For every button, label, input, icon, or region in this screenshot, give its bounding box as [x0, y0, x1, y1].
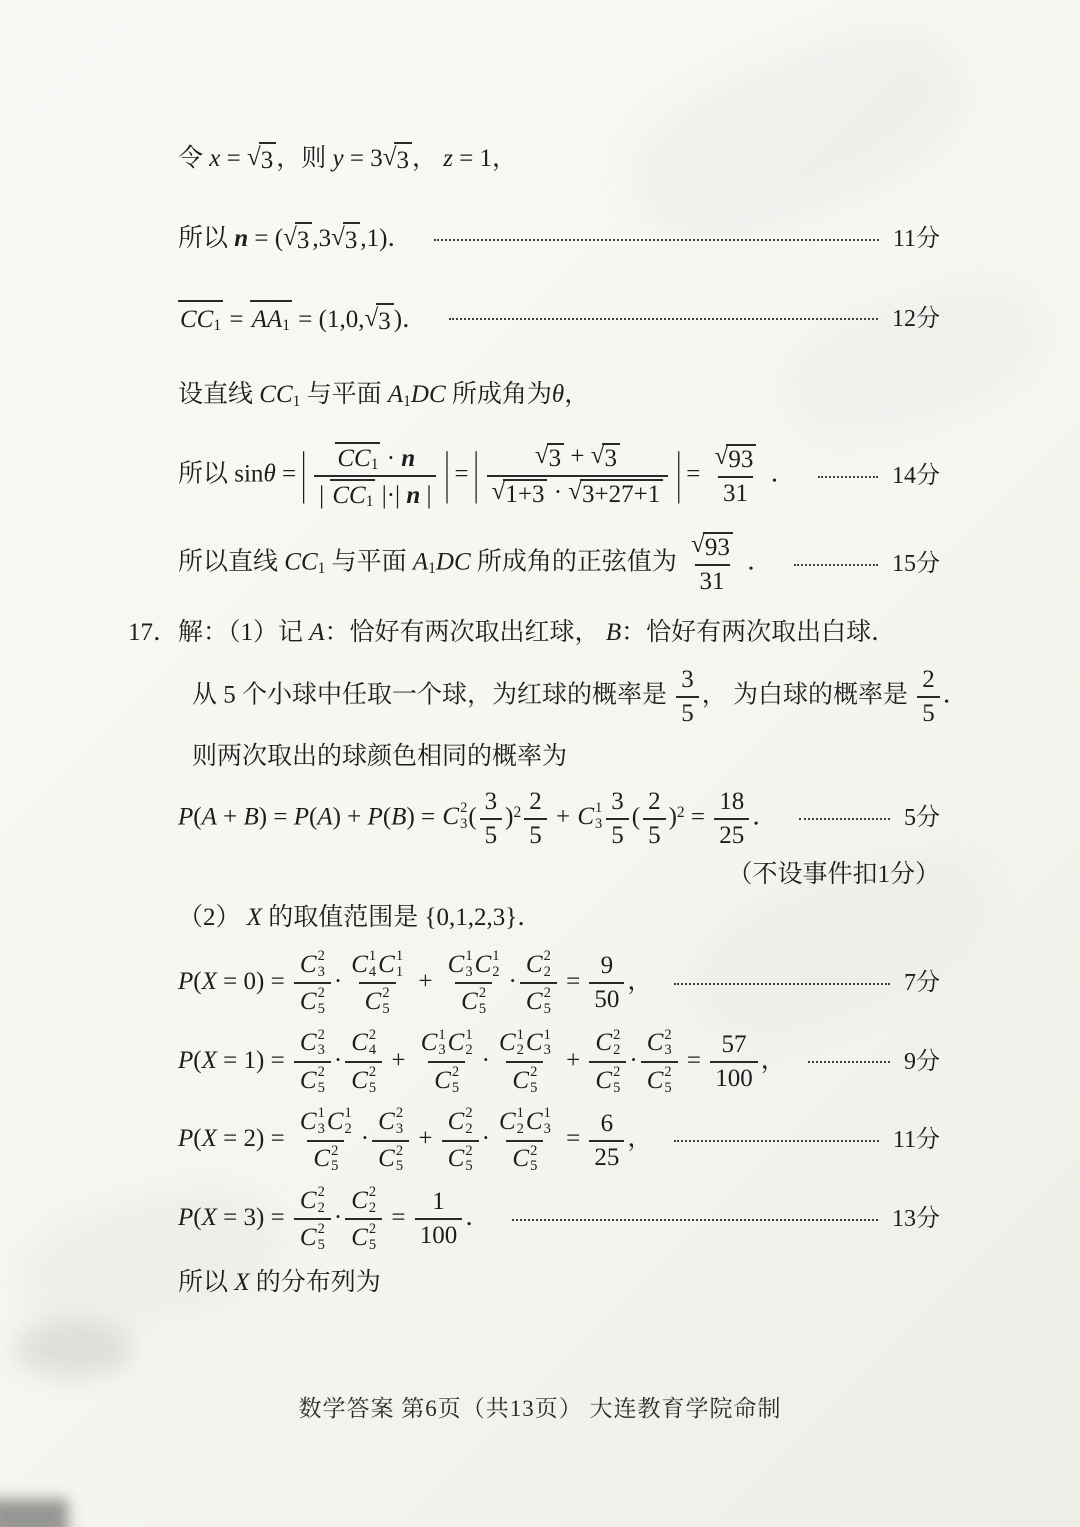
dotted-leader [808, 1060, 890, 1063]
vector-overline: AA1 [250, 300, 292, 337]
tall-bar: | [473, 442, 479, 505]
combination-symbol: C 2 5 [512, 1063, 538, 1096]
fraction [415, 1028, 479, 1097]
fraction [345, 949, 409, 1018]
score-mark: 15分 [892, 550, 940, 577]
line-p-x-2-text: P(X = 2) = C 1 3 C 1 2 C 2 5 · C 2 3 C 2 5 + C 2 2 C 2 5 · C 1 2 C 1 3 C 2 5 = $\frac{6}{25}$ ， [178, 1105, 653, 1175]
sqrt-radical: √ 3 [535, 443, 564, 473]
dotted-leader [799, 817, 890, 820]
line-p-x-0 [178, 949, 940, 1018]
fraction [372, 1106, 409, 1175]
fraction [493, 1106, 557, 1175]
line-p-x-2 [178, 1106, 940, 1175]
line-deduction-note-text: （不设事件扣1分） [727, 860, 940, 888]
vector-overline: CC1 [178, 300, 223, 337]
combination-symbol: C 2 5 [299, 985, 325, 1017]
line-assign-xyz-text: 令 x = √ 3 ，则 y = 3 √ 3 ， z = 1， [178, 142, 517, 178]
combination-symbol: C 1 2 [474, 948, 500, 980]
line-cc1-equals-aa1 [178, 300, 940, 339]
sqrt-radical: √ 3 [283, 222, 312, 258]
fraction [589, 1028, 626, 1097]
line-p-x-3 [178, 1185, 940, 1254]
fraction: √ 93 31 [710, 444, 762, 508]
line-part2-range-text: （2） X 的取值范围是 {0,1,2,3}． [178, 904, 543, 932]
fraction: $\frac{CC1 \cdot n}{| CC1 |\cdot| n |}$ [314, 442, 436, 510]
score-mark: 7分 [904, 970, 940, 997]
score-mark: 5分 [904, 805, 940, 832]
line-same-color-intro-text: 则两次取出的球颜色相同的概率为 [192, 742, 568, 770]
combination-symbol: C 1 2 [447, 1026, 473, 1059]
line-part2-range [178, 901, 940, 935]
score-mark: 13分 [892, 1205, 940, 1232]
sqrt-radical: √ 3 [383, 142, 412, 178]
line-sin-theta [178, 442, 940, 510]
combination-symbol: C 2 3 [378, 1105, 404, 1137]
fraction [442, 1106, 479, 1175]
combination-symbol: C 1 2 [326, 1105, 352, 1137]
combination-symbol: C 2 4 [351, 1026, 377, 1059]
radical-sign: √ [491, 478, 506, 505]
sqrt-radical: √ 3 [247, 142, 276, 178]
dotted-leader [434, 238, 878, 241]
vector-overline: CC1 [330, 479, 375, 510]
dotted-leader [794, 563, 878, 566]
sqrt-radical: √ 3+27+1 [568, 479, 663, 509]
score-mark: 14分 [892, 462, 940, 489]
dotted-leader [512, 1218, 878, 1221]
radical-sign: √ [246, 144, 261, 171]
combination-symbol: C 1 3 [525, 1026, 551, 1059]
tall-bar: | [676, 442, 682, 505]
combination-symbol: C 1 3 [525, 1105, 551, 1137]
radical-sign: √ [364, 304, 379, 332]
combination-symbol: C 2 5 [351, 1221, 377, 1253]
tall-bar: | [301, 442, 307, 505]
line-p-a-plus-b [178, 788, 940, 850]
radical-sign: √ [691, 531, 705, 558]
combination-symbol: C 1 2 [498, 1105, 524, 1137]
combination-symbol: C 2 3 [646, 1026, 672, 1059]
combination-symbol: C 2 5 [378, 1142, 404, 1175]
fraction: $\frac{2}{5}$ [917, 666, 940, 728]
fraction: $\frac{6}{25}$ [589, 1110, 624, 1172]
line-sin-theta-text: 所以 sinθ = | $\frac{CC1 \cdot n}{| CC1 |\cdot| n |}$ | = | √ 3 + √ 3 √ 1+3 · √ 3+27+1 | = √ 93 31 ． [178, 442, 796, 510]
line-sine-conclusion [178, 532, 940, 596]
line-p-x-0-text: P(X = 0) = C 2 3 C 2 5 · C 1 4 C 1 1 C 2 5 + C 1 3 C 1 2 C 2 5 · C 2 2 C 2 5 = $\frac{9}{50}$ ， [178, 948, 653, 1017]
fraction: $\frac{2}{5}$ [643, 788, 666, 850]
score-mark: 11分 [892, 1127, 940, 1154]
dotted-leader [674, 982, 890, 985]
fraction [493, 1028, 557, 1097]
radical-sign: √ [568, 478, 583, 505]
line-p-x-3-text: P(X = 3) = C 2 2 C 2 5 · C 2 2 C 2 5 = $\frac{1}{100}$ ． [178, 1183, 491, 1253]
fraction [294, 949, 331, 1018]
fraction: √ 3 + √ 3 √ 1+3 · √ 3+27+1 [487, 443, 669, 509]
combination-symbol: C 1 2 [498, 1026, 524, 1059]
combination-symbol: C 2 5 [461, 985, 487, 1017]
combination-symbol: C 2 5 [646, 1063, 672, 1096]
line-assign-xyz [178, 142, 940, 178]
combination-symbol: C 2 3 [299, 948, 325, 980]
page-footer: 数学答案 第6页（共13页） 大连教育学院命制 [298, 1396, 782, 1421]
line-single-draw-prob-text: 从 5 个小球中任取一个球，为红球的概率是 $\frac{3}{5}$ ， 为白球的概率是 $\frac{2}{5}$ ． [192, 665, 968, 727]
dotted-leader [674, 1139, 878, 1142]
sqrt-radical: √ 3 [364, 303, 393, 339]
fraction: $\frac{3}{5}$ [606, 788, 629, 850]
line-q17-part1-text: 17．解：（1）记 A：恰好有两次取出红球， B：恰好有两次取出白球． [128, 619, 897, 646]
combination-symbol: C 2 2 [351, 1183, 377, 1216]
line-normal-vector-text: 所以 n = ( √ 3 ,3 √ 3 ,1)． [178, 222, 412, 258]
combination-symbol: C 2 5 [525, 985, 551, 1017]
sqrt-radical: √ 3 [591, 443, 620, 473]
fraction: $\frac{18}{25}$ [714, 788, 749, 850]
fraction [294, 1028, 331, 1097]
radical-sign: √ [382, 144, 397, 171]
score-mark: 9分 [904, 1048, 940, 1075]
line-normal-vector [178, 222, 940, 258]
combination-symbol: C 2 5 [313, 1142, 339, 1175]
line-angle-setup [178, 378, 940, 412]
sqrt-radical: √ 93 [691, 532, 733, 562]
line-single-draw-prob [192, 665, 968, 728]
fraction: $\frac{3}{5}$ [480, 788, 503, 850]
combination-symbol: C 2 5 [512, 1142, 538, 1175]
tall-bar: | [444, 442, 450, 505]
vector-overline: CC1 [335, 442, 380, 473]
content [128, 142, 968, 1299]
combination-symbol: C 1 3 [299, 1105, 325, 1137]
fraction [345, 1028, 382, 1097]
line-p-a-plus-b-text: P(A + B) = P(A) + P(B) = C 2 3 ( $\frac{3}{5}$ )$^2$ $\frac{2}{5}$ + C 1 3 $\frac{3}{5}$ ( $\frac{2}{5}$ )$^2$ = $\frac{18}{25}$ ． [178, 787, 778, 849]
sqrt-radical: √ 3 [331, 222, 360, 258]
fraction: $\frac{2}{5}$ [524, 788, 547, 850]
dotted-leader [818, 475, 878, 478]
combination-symbol: C 2 5 [351, 1063, 377, 1096]
scan-artifact [14, 1321, 134, 1377]
fraction: $\frac{1}{100}$ [415, 1188, 463, 1250]
score-mark: 11分 [892, 226, 940, 253]
combination-symbol: C 2 2 [595, 1026, 621, 1059]
line-distribution-intro [178, 1266, 940, 1300]
combination-symbol: C 2 5 [364, 985, 390, 1017]
combination-symbol: C 1 3 [420, 1026, 446, 1059]
fraction: $\frac{57}{100}$ [710, 1031, 758, 1093]
line-angle-setup-text: 设直线 CC1 与平面 A1DC 所成角为θ， [178, 381, 590, 410]
fraction: √ 93 31 [686, 532, 738, 596]
score-mark: 12分 [892, 305, 940, 332]
combination-symbol: C 2 2 [299, 1183, 325, 1216]
fraction [520, 949, 557, 1018]
line-sine-conclusion-text: 所以直线 CC1 与平面 A1DC 所成角的正弦值为 √ 93 31 ． [178, 531, 773, 595]
scan-artifact [0, 1499, 68, 1527]
line-p-x-1-text: P(X = 1) = C 2 3 C 2 5 · C 2 4 C 2 5 + C 1 3 C 1 2 C 2 5 · C 1 2 C 1 3 C 2 5 + C 2 2 C 2 5 · C 2 3 C 2 5 = $\frac{57}{100}$ ， [178, 1026, 786, 1096]
combination-symbol: C 1 3 [577, 800, 603, 833]
radical-sign: √ [534, 442, 549, 469]
combination-symbol: C 2 5 [595, 1063, 621, 1096]
combination-symbol: C 1 1 [378, 948, 404, 980]
combination-symbol: C 2 3 [299, 1026, 325, 1059]
fraction: $\frac{9}{50}$ [589, 952, 624, 1014]
radical-sign: √ [714, 443, 729, 470]
combination-symbol: C 2 5 [447, 1142, 473, 1175]
sqrt-radical: √ 1+3 [492, 479, 548, 509]
combination-symbol: C 2 2 [447, 1105, 473, 1137]
combination-symbol: C 1 3 [447, 948, 473, 980]
fraction [442, 949, 506, 1018]
radical-sign: √ [331, 223, 345, 251]
line-q17-part1 [128, 616, 940, 650]
combination-symbol: C 2 5 [299, 1221, 325, 1253]
combination-symbol: C 2 5 [299, 1063, 325, 1096]
fraction: $\frac{3}{5}$ [676, 666, 699, 728]
line-same-color-intro [192, 740, 940, 774]
combination-symbol: C 2 3 [442, 800, 468, 833]
fraction [294, 1185, 331, 1254]
radical-sign: √ [283, 223, 297, 251]
sqrt-radical: √ 93 [715, 444, 757, 474]
combination-symbol: C 2 5 [434, 1063, 460, 1096]
combination-symbol: C 2 2 [525, 948, 551, 980]
fraction [294, 1106, 358, 1175]
line-p-x-1 [178, 1028, 940, 1097]
radical-sign: √ [590, 442, 605, 469]
line-distribution-intro-text: 所以 X 的分布列为 [178, 1268, 381, 1296]
fraction [345, 1185, 382, 1254]
dotted-leader [449, 317, 878, 320]
combination-symbol: C 1 4 [351, 948, 377, 980]
fraction [641, 1028, 678, 1097]
line-deduction-note [128, 858, 940, 892]
line-cc1-equals-aa1-text: CC1 = AA1 = (1,0, √ 3 )． [178, 300, 427, 339]
